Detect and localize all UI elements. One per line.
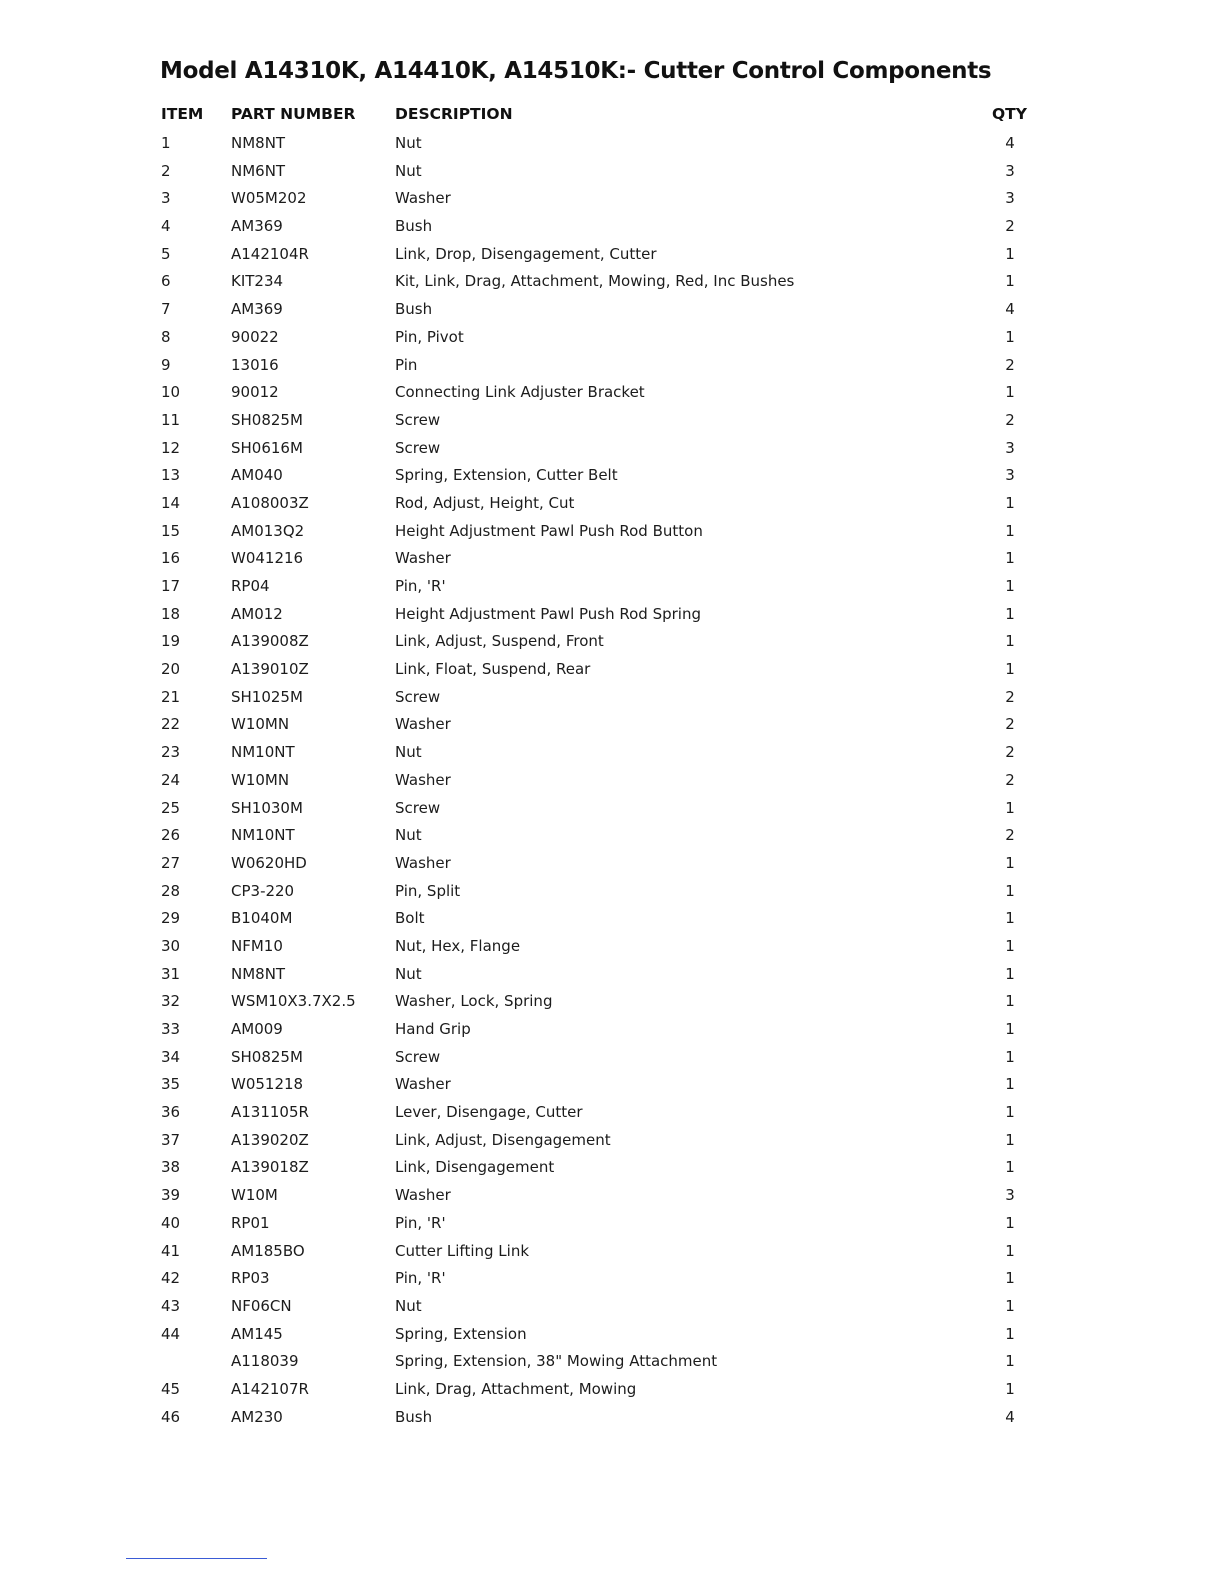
item-number: 39	[161, 1186, 181, 1205]
quantity: 1	[1005, 1324, 1015, 1343]
description: Screw	[395, 410, 441, 429]
table-row	[0, 576, 1224, 604]
description: Link, Drag, Attachment, Mowing	[395, 1379, 637, 1398]
quantity: 2	[1005, 743, 1015, 762]
header-item: ITEM	[161, 105, 204, 123]
header-description: DESCRIPTION	[395, 105, 513, 123]
description: Bush	[395, 300, 433, 319]
quantity: 1	[1005, 1047, 1015, 1066]
item-number: 32	[161, 992, 181, 1011]
quantity: 1	[1005, 1130, 1015, 1149]
item-number: 3	[161, 189, 171, 208]
part-number: NM10NT	[231, 826, 295, 845]
part-number: 90012	[231, 383, 279, 402]
quantity: 1	[1005, 1296, 1015, 1315]
quantity: 2	[1005, 715, 1015, 734]
table-row	[0, 382, 1224, 410]
table-row	[0, 1019, 1224, 1047]
quantity: 3	[1005, 466, 1015, 485]
part-number: CP3-220	[231, 881, 295, 900]
quantity: 1	[1005, 383, 1015, 402]
quantity: 1	[1005, 272, 1015, 291]
quantity: 1	[1005, 1103, 1015, 1122]
table-row	[0, 1351, 1224, 1379]
table-row	[0, 687, 1224, 715]
item-number: 33	[161, 1020, 181, 1038]
description: Link, Adjust, Disengagement	[395, 1130, 611, 1149]
quantity: 1	[1005, 936, 1015, 955]
item-number: 35	[161, 1075, 181, 1094]
quantity: 3	[1005, 1186, 1015, 1205]
description: Nut	[395, 134, 422, 152]
table-row	[0, 133, 1224, 161]
table-row	[0, 742, 1224, 770]
description: Spring, Extension, Cutter Belt	[395, 466, 618, 485]
part-number: NF06CN	[231, 1296, 292, 1315]
description: Height Adjustment Pawl Push Rod Button	[395, 521, 703, 540]
table-row	[0, 244, 1224, 272]
quantity: 1	[1005, 853, 1015, 872]
table-row	[0, 465, 1224, 493]
description: Screw	[395, 1047, 441, 1066]
quantity: 1	[1005, 493, 1015, 512]
description: Link, Drop, Disengagement, Cutter	[395, 244, 657, 263]
quantity: 1	[1005, 521, 1015, 540]
description: Washer	[395, 715, 451, 734]
item-number: 4	[161, 217, 171, 236]
table-row	[0, 327, 1224, 355]
quantity: 1	[1005, 1269, 1015, 1288]
part-number: NM8NT	[231, 134, 286, 152]
description: Bolt	[395, 909, 425, 928]
description: Screw	[395, 798, 441, 817]
part-number: NM6NT	[231, 161, 286, 180]
quantity: 1	[1005, 244, 1015, 263]
part-number: A118039	[231, 1352, 299, 1371]
part-number: NFM10	[231, 936, 283, 955]
item-number: 11	[161, 410, 181, 429]
quantity: 2	[1005, 217, 1015, 236]
parts-table	[0, 133, 1224, 1434]
table-row	[0, 991, 1224, 1019]
description: Pin, 'R'	[395, 1269, 446, 1288]
item-number: 36	[161, 1103, 181, 1122]
part-number: AM013Q2	[231, 521, 305, 540]
table-row	[0, 1102, 1224, 1130]
table-row	[0, 1241, 1224, 1269]
quantity: 3	[1005, 438, 1015, 457]
item-number: 42	[161, 1269, 181, 1288]
quantity: 1	[1005, 964, 1015, 983]
description: Lever, Disengage, Cutter	[395, 1103, 583, 1122]
item-number: 28	[161, 881, 181, 900]
quantity: 1	[1005, 798, 1015, 817]
description: Screw	[395, 687, 441, 706]
item-number: 12	[161, 438, 181, 457]
item-number: 26	[161, 826, 181, 845]
part-number: A139008Z	[231, 632, 309, 651]
part-number: AM145	[231, 1324, 283, 1343]
header-qty: QTY	[992, 105, 1027, 123]
description: Washer	[395, 770, 451, 789]
table-row	[0, 1157, 1224, 1185]
part-number: AM369	[231, 300, 283, 319]
table-row	[0, 1268, 1224, 1296]
description: Washer	[395, 853, 451, 872]
part-number: B1040M	[231, 909, 293, 928]
quantity: 1	[1005, 660, 1015, 679]
part-number: AM230	[231, 1407, 283, 1426]
description: Rod, Adjust, Height, Cut	[395, 493, 575, 512]
description: Bush	[395, 1407, 433, 1426]
description: Link, Disengagement	[395, 1158, 555, 1177]
quantity: 4	[1005, 300, 1015, 319]
table-row	[0, 1047, 1224, 1075]
table-row	[0, 1379, 1224, 1407]
item-number: 43	[161, 1296, 181, 1315]
description: Washer	[395, 1075, 451, 1094]
part-number: W051218	[231, 1075, 304, 1094]
item-number: 45	[161, 1379, 181, 1398]
quantity: 3	[1005, 161, 1015, 180]
table-row	[0, 798, 1224, 826]
quantity: 1	[1005, 632, 1015, 651]
quantity: 2	[1005, 687, 1015, 706]
quantity: 1	[1005, 1352, 1015, 1371]
table-row	[0, 355, 1224, 383]
item-number: 27	[161, 853, 181, 872]
description: Washer	[395, 549, 451, 568]
table-row	[0, 1130, 1224, 1158]
table-row	[0, 1074, 1224, 1102]
item-number: 20	[161, 660, 181, 679]
table-row	[0, 271, 1224, 299]
description: Pin, Split	[395, 881, 461, 900]
description: Cutter Lifting Link	[395, 1241, 530, 1260]
part-number: A131105R	[231, 1103, 309, 1122]
quantity: 2	[1005, 355, 1015, 374]
item-number: 37	[161, 1130, 181, 1149]
part-number: RP03	[231, 1269, 270, 1288]
part-number: SH0825M	[231, 410, 303, 429]
item-number: 24	[161, 770, 181, 789]
quantity: 1	[1005, 1020, 1015, 1038]
quantity: 3	[1005, 189, 1015, 208]
table-row	[0, 936, 1224, 964]
part-number: AM185BO	[231, 1241, 305, 1260]
quantity: 1	[1005, 1213, 1015, 1232]
part-number: RP01	[231, 1213, 270, 1232]
part-number: A108003Z	[231, 493, 309, 512]
description: Bush	[395, 217, 433, 236]
quantity: 2	[1005, 770, 1015, 789]
item-number: 14	[161, 493, 181, 512]
description: Pin, 'R'	[395, 577, 446, 595]
description: Spring, Extension	[395, 1324, 527, 1343]
item-number: 22	[161, 715, 181, 734]
description: Pin	[395, 355, 418, 374]
description: Nut	[395, 826, 422, 845]
item-number: 38	[161, 1158, 181, 1177]
table-row	[0, 299, 1224, 327]
item-number: 13	[161, 466, 181, 485]
item-number: 5	[161, 244, 171, 263]
page-title: Model A14310K, A14410K, A14510K:- Cutter Control Components	[160, 58, 992, 84]
item-number: 30	[161, 936, 181, 955]
table-row	[0, 410, 1224, 438]
description: Nut	[395, 743, 422, 762]
description: Washer	[395, 189, 451, 208]
quantity: 4	[1005, 134, 1015, 152]
table-row	[0, 631, 1224, 659]
table-row	[0, 659, 1224, 687]
description: Hand Grip	[395, 1020, 471, 1038]
part-number: NM8NT	[231, 964, 286, 983]
description: Kit, Link, Drag, Attachment, Mowing, Red, Inc Bushes	[395, 272, 795, 291]
item-number: 40	[161, 1213, 181, 1232]
quantity: 4	[1005, 1407, 1015, 1426]
part-number: SH0616M	[231, 438, 303, 457]
description: Nut	[395, 964, 422, 983]
item-number: 18	[161, 604, 181, 623]
table-row	[0, 1324, 1224, 1352]
table-row	[0, 521, 1224, 549]
description: Link, Float, Suspend, Rear	[395, 660, 591, 679]
part-number: W05M202	[231, 189, 307, 208]
item-number: 6	[161, 272, 171, 291]
description: Height Adjustment Pawl Push Rod Spring	[395, 604, 702, 623]
part-number: AM040	[231, 466, 283, 485]
description: Washer	[395, 1186, 451, 1205]
part-number: W0620HD	[231, 853, 307, 872]
part-number: W10MN	[231, 715, 290, 734]
table-row	[0, 161, 1224, 189]
table-row	[0, 188, 1224, 216]
item-number: 31	[161, 964, 181, 983]
item-number: 2	[161, 161, 171, 180]
table-row	[0, 714, 1224, 742]
part-number: 13016	[231, 355, 279, 374]
quantity: 1	[1005, 881, 1015, 900]
item-number: 9	[161, 355, 171, 374]
item-number: 19	[161, 632, 181, 651]
quantity: 1	[1005, 327, 1015, 346]
item-number: 25	[161, 798, 181, 817]
part-number: AM012	[231, 604, 283, 623]
part-number: A142104R	[231, 244, 309, 263]
item-number: 46	[161, 1407, 181, 1426]
table-row	[0, 1185, 1224, 1213]
part-number: A142107R	[231, 1379, 309, 1398]
table-row	[0, 881, 1224, 909]
table-row	[0, 908, 1224, 936]
quantity: 1	[1005, 577, 1015, 595]
part-number: W041216	[231, 549, 304, 568]
description: Washer, Lock, Spring	[395, 992, 553, 1011]
item-number: 8	[161, 327, 171, 346]
table-row	[0, 493, 1224, 521]
description: Connecting Link Adjuster Bracket	[395, 383, 645, 402]
table-row	[0, 1296, 1224, 1324]
part-number: WSM10X3.7X2.5	[231, 992, 356, 1011]
part-number: 90022	[231, 327, 279, 346]
item-number: 21	[161, 687, 181, 706]
table-row	[0, 770, 1224, 798]
part-number: SH1030M	[231, 798, 303, 817]
item-number: 17	[161, 577, 181, 595]
part-number: AM369	[231, 217, 283, 236]
part-number: SH1025M	[231, 687, 303, 706]
part-number: NM10NT	[231, 743, 295, 762]
footer-rule	[126, 1558, 267, 1559]
quantity: 1	[1005, 1158, 1015, 1177]
quantity: 1	[1005, 1075, 1015, 1094]
part-number: SH0825M	[231, 1047, 303, 1066]
item-number: 15	[161, 521, 181, 540]
table-header	[0, 105, 1224, 127]
part-number: W10MN	[231, 770, 290, 789]
part-number: A139020Z	[231, 1130, 309, 1149]
table-row	[0, 1213, 1224, 1241]
table-row	[0, 438, 1224, 466]
quantity: 1	[1005, 992, 1015, 1011]
part-number: AM009	[231, 1020, 283, 1038]
table-row	[0, 548, 1224, 576]
item-number: 10	[161, 383, 181, 402]
item-number: 44	[161, 1324, 181, 1343]
table-row	[0, 216, 1224, 244]
part-number: RP04	[231, 577, 270, 595]
part-number: KIT234	[231, 272, 284, 291]
item-number: 16	[161, 549, 181, 568]
quantity: 2	[1005, 410, 1015, 429]
part-number: A139018Z	[231, 1158, 309, 1177]
item-number: 41	[161, 1241, 181, 1260]
table-row	[0, 825, 1224, 853]
table-row	[0, 1407, 1224, 1435]
item-number: 7	[161, 300, 171, 319]
table-row	[0, 604, 1224, 632]
item-number: 29	[161, 909, 181, 928]
quantity: 1	[1005, 909, 1015, 928]
description: Screw	[395, 438, 441, 457]
quantity: 1	[1005, 1241, 1015, 1260]
description: Nut	[395, 1296, 422, 1315]
quantity: 1	[1005, 604, 1015, 623]
description: Nut	[395, 161, 422, 180]
description: Nut, Hex, Flange	[395, 936, 521, 955]
part-number: A139010Z	[231, 660, 309, 679]
description: Pin, 'R'	[395, 1213, 446, 1232]
quantity: 1	[1005, 1379, 1015, 1398]
table-row	[0, 964, 1224, 992]
item-number: 23	[161, 743, 181, 762]
description: Link, Adjust, Suspend, Front	[395, 632, 604, 651]
header-part-number: PART NUMBER	[231, 105, 356, 123]
quantity: 1	[1005, 549, 1015, 568]
description: Pin, Pivot	[395, 327, 464, 346]
quantity: 2	[1005, 826, 1015, 845]
item-number: 1	[161, 134, 171, 152]
description: Spring, Extension, 38" Mowing Attachment	[395, 1352, 718, 1371]
table-row	[0, 853, 1224, 881]
item-number: 34	[161, 1047, 181, 1066]
part-number: W10M	[231, 1186, 278, 1205]
